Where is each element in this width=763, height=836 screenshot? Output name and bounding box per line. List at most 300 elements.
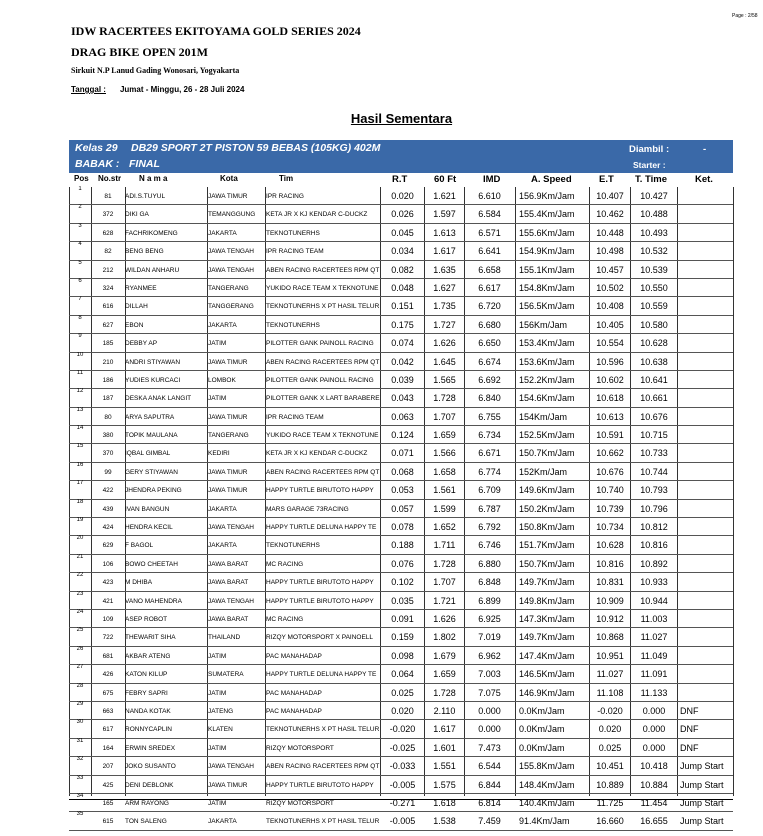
page-number: Page : 2/58 bbox=[732, 13, 758, 19]
cell-pos: 26 bbox=[76, 645, 84, 652]
cell-time: 10.550 bbox=[640, 282, 668, 293]
cell-tim: TEKNOTUNERHS X PT HASIL TELUR bbox=[266, 303, 380, 311]
table-row bbox=[69, 463, 733, 481]
cell-no: 185 bbox=[102, 340, 114, 348]
cell-kota: KLATEN bbox=[208, 726, 233, 734]
cell-imd: 6.571 bbox=[478, 227, 501, 238]
cell-no: 421 bbox=[102, 597, 114, 605]
cell-pos: 33 bbox=[76, 774, 84, 781]
cell-imd: 6.584 bbox=[478, 209, 501, 220]
cell-imd: 7.003 bbox=[478, 669, 501, 680]
table-row bbox=[69, 536, 733, 554]
cell-ft: 1.617 bbox=[433, 246, 456, 257]
cell-time: 10.427 bbox=[640, 191, 668, 201]
col-speed: A. Speed bbox=[531, 174, 572, 185]
cell-tim: PAC MANAHADAP bbox=[266, 652, 322, 660]
cell-et: 10.613 bbox=[596, 411, 624, 422]
cell-time: 11.003 bbox=[640, 613, 668, 624]
cell-ft: 1.735 bbox=[433, 301, 456, 312]
results-table bbox=[69, 187, 733, 831]
cell-speed: 147.3Km/Jam bbox=[519, 613, 575, 624]
cell-ft: 1.626 bbox=[433, 338, 456, 349]
cell-pos: 35 bbox=[76, 811, 84, 818]
cell-tim: HAPPY TURTLE BIRUTOTO HAPPY bbox=[266, 579, 374, 587]
cell-rt: 0.020 bbox=[391, 191, 414, 201]
cell-nama: IQBAL GIMBAL bbox=[125, 450, 171, 458]
cell-et: 10.448 bbox=[596, 227, 624, 238]
cell-et: 10.740 bbox=[596, 485, 624, 496]
cell-rt: 0.071 bbox=[391, 448, 414, 459]
cell-nama: M DHIBA bbox=[125, 579, 153, 587]
table-row bbox=[69, 500, 733, 518]
cell-nama: ASEP ROBOT bbox=[125, 615, 168, 623]
table-bottom-rule bbox=[69, 799, 733, 800]
cell-ft: 1.617 bbox=[433, 724, 456, 735]
cell-et: 10.816 bbox=[596, 558, 624, 569]
cell-kota: JAWA TIMUR bbox=[208, 193, 248, 200]
table-row bbox=[69, 610, 733, 628]
cell-speed: 156.9Km/Jam bbox=[519, 191, 575, 201]
cell-ket: DNF bbox=[680, 742, 699, 753]
cell-nama: JOKO SUSANTO bbox=[125, 763, 176, 771]
cell-no: 439 bbox=[102, 505, 114, 513]
cell-no: 628 bbox=[102, 229, 114, 237]
cell-no: 164 bbox=[102, 744, 114, 752]
cell-ft: 1.802 bbox=[433, 632, 456, 643]
cell-ft: 1.551 bbox=[433, 761, 456, 772]
cell-nama: FACHRIKOMENG bbox=[125, 229, 178, 237]
cell-tim: HAPPY TURTLE BIRUTOTO HAPPY bbox=[266, 487, 374, 495]
cell-pos: 11 bbox=[76, 369, 84, 376]
table-row bbox=[69, 812, 733, 830]
cell-speed: 155.8Km/Jam bbox=[519, 761, 575, 772]
col-ket: Ket. bbox=[695, 174, 713, 185]
cell-time: 11.133 bbox=[640, 687, 668, 698]
table-row bbox=[69, 205, 733, 223]
cell-pos: 4 bbox=[78, 241, 82, 248]
starter-label: Starter : bbox=[633, 160, 666, 170]
cell-speed: 155.6Km/Jam bbox=[519, 227, 575, 238]
cell-no: 617 bbox=[102, 726, 114, 734]
cell-no: 675 bbox=[102, 689, 114, 697]
cell-time: 10.638 bbox=[640, 356, 668, 367]
cell-et: 11.108 bbox=[596, 687, 624, 698]
cell-speed: 0.0Km/Jam bbox=[519, 742, 565, 753]
table-row bbox=[69, 518, 733, 536]
cell-et: -0.020 bbox=[597, 705, 623, 716]
cell-ft: 1.707 bbox=[433, 577, 456, 588]
cell-time: 10.580 bbox=[640, 319, 668, 330]
cell-tim: ABEN RACING RACERTEES RPM QT bbox=[266, 358, 380, 366]
cell-ket: Jump Start bbox=[680, 797, 724, 808]
cell-no: 212 bbox=[102, 266, 114, 274]
cell-pos: 13 bbox=[76, 406, 84, 413]
table-row bbox=[69, 702, 733, 720]
cell-speed: 148.4Km/Jam bbox=[519, 779, 575, 790]
cell-tim: MC RACING bbox=[266, 560, 304, 568]
cell-pos: 7 bbox=[78, 296, 82, 303]
col-nama: N a m a bbox=[139, 174, 168, 183]
cell-rt: -0.271 bbox=[389, 797, 416, 808]
cell-rt: 0.048 bbox=[391, 282, 414, 293]
cell-no: 80 bbox=[104, 413, 112, 421]
cell-time: 10.488 bbox=[640, 209, 668, 220]
cell-tim: IPR RACING TEAM bbox=[266, 248, 324, 256]
cell-imd: 6.658 bbox=[478, 264, 501, 275]
cell-kota: JAKARTA bbox=[208, 505, 237, 513]
cell-et: 10.596 bbox=[596, 356, 624, 367]
cell-speed: 155.4Km/Jam bbox=[519, 209, 575, 220]
cell-rt: 0.064 bbox=[391, 669, 414, 680]
cell-time: 11.454 bbox=[640, 797, 668, 808]
cell-speed: 153.6Km/Jam bbox=[519, 356, 575, 367]
cell-time: 10.628 bbox=[640, 338, 668, 349]
cell-nama: ARM RAYONG bbox=[125, 799, 169, 807]
cell-no: 681 bbox=[102, 652, 114, 660]
cell-rt: 0.074 bbox=[391, 338, 414, 349]
cell-speed: 150.7Km/Jam bbox=[519, 448, 575, 459]
cell-rt: 0.091 bbox=[391, 613, 414, 624]
cell-rt: -0.025 bbox=[389, 742, 416, 753]
cell-time: 10.676 bbox=[640, 411, 668, 422]
cell-nama: HENDRA KECIL bbox=[125, 524, 173, 532]
cell-kota: JAWA TIMUR bbox=[208, 468, 248, 476]
cell-tim: YUKIDO RACE TEAM X TEKNOTUNE bbox=[266, 284, 379, 292]
cell-et: 10.676 bbox=[596, 466, 624, 477]
cell-pos: 1 bbox=[78, 186, 82, 192]
col-no: No.str bbox=[98, 174, 122, 183]
cell-imd: 6.680 bbox=[478, 319, 501, 330]
cell-nama: IVAN BANGUN bbox=[125, 505, 170, 513]
cell-imd: 0.000 bbox=[478, 705, 501, 716]
cell-tim: MC RACING bbox=[266, 615, 304, 623]
cell-time: 0.000 bbox=[642, 742, 666, 753]
cell-kota: JATIM bbox=[208, 652, 227, 660]
cell-speed: 155.1Km/Jam bbox=[519, 264, 575, 275]
venue: Sirkuit N.P Lanud Gading Wonosari, Yogyakarta bbox=[71, 66, 240, 75]
cell-no: 207 bbox=[102, 763, 114, 771]
cell-imd: 6.899 bbox=[478, 595, 501, 606]
cell-et: 10.407 bbox=[596, 191, 624, 201]
table-row bbox=[69, 720, 733, 738]
cell-speed: 146.5Km/Jam bbox=[519, 669, 575, 680]
cell-nama: GERY STIYAWAN bbox=[125, 468, 178, 476]
cell-tim: ABEN RACING RACERTEES RPM QT bbox=[266, 763, 380, 771]
cell-time: 11.049 bbox=[640, 650, 668, 661]
cell-tim: ABEN RACING RACERTEES RPM QT bbox=[266, 266, 380, 274]
cell-rt: 0.039 bbox=[391, 374, 414, 385]
cell-no: 109 bbox=[102, 615, 114, 623]
cell-kota: JAWA TENGAH bbox=[208, 248, 254, 256]
cell-no: 380 bbox=[102, 432, 114, 440]
cell-ft: 1.727 bbox=[433, 319, 456, 330]
cell-no: 324 bbox=[102, 284, 114, 292]
cell-ft: 1.652 bbox=[433, 522, 456, 533]
cell-kota: JAWA TIMUR bbox=[208, 413, 248, 421]
cell-tim: TEKNOTUNERHS X PT HASIL TELUR bbox=[266, 818, 380, 826]
cell-no: 210 bbox=[102, 358, 114, 366]
table-row bbox=[69, 242, 733, 260]
cell-et: 10.554 bbox=[596, 338, 624, 349]
cell-pos: 2 bbox=[78, 204, 82, 211]
cell-imd: 6.641 bbox=[478, 246, 501, 257]
cell-imd: 7.459 bbox=[478, 816, 501, 827]
cell-kota: TANGERANG bbox=[208, 432, 249, 440]
cell-ft: 1.645 bbox=[433, 356, 456, 367]
table-row bbox=[69, 665, 733, 683]
cell-nama: ERWIN SREDEX bbox=[125, 744, 176, 752]
cell-imd: 6.792 bbox=[478, 522, 501, 533]
cell-time: 16.655 bbox=[640, 816, 668, 827]
cell-nama: THEWARIT SIHA bbox=[125, 634, 176, 642]
diambil-value: - bbox=[703, 144, 707, 155]
cell-rt: -0.020 bbox=[389, 724, 416, 735]
cell-pos: 10 bbox=[76, 351, 84, 358]
cell-nama: DEBBY AP bbox=[125, 340, 158, 348]
cell-et: 10.831 bbox=[596, 577, 624, 588]
cell-speed: 154.8Km/Jam bbox=[519, 282, 575, 293]
cell-et: 11.027 bbox=[596, 669, 624, 680]
cell-pos: 28 bbox=[76, 682, 84, 689]
table-row bbox=[69, 647, 733, 665]
cell-ft: 1.658 bbox=[433, 466, 456, 477]
cell-imd: 6.848 bbox=[478, 577, 501, 588]
cell-nama: YUDIES KURCACI bbox=[125, 376, 181, 384]
cell-kota: JAWA TIMUR bbox=[208, 487, 248, 495]
col-pos: Pos bbox=[74, 174, 89, 183]
cell-nama: ARYA SAPUTRA bbox=[125, 413, 175, 421]
cell-ft: 1.635 bbox=[433, 264, 456, 275]
cell-speed: 91.4Km/Jam bbox=[519, 816, 570, 827]
cell-kota: JAWA TIMUR bbox=[208, 781, 248, 789]
kelas-label: Kelas 29 bbox=[75, 142, 118, 154]
cell-time: 10.816 bbox=[640, 540, 668, 551]
col-kota: Kota bbox=[220, 174, 238, 183]
cell-kota: JAWA TENGAH bbox=[208, 266, 254, 274]
cell-kota: TEMANGGUNG bbox=[208, 211, 256, 219]
cell-nama: VANO MAHENDRA bbox=[125, 597, 182, 605]
cell-pos: 29 bbox=[76, 700, 84, 707]
cell-nama: ADI.S.TUYUL bbox=[125, 193, 166, 200]
cell-tim: RIZQY MOTORSPORT bbox=[266, 799, 334, 807]
cell-no: 615 bbox=[102, 818, 114, 826]
cell-kota: JAWA TENGAH bbox=[208, 763, 254, 771]
cell-rt: 0.034 bbox=[391, 246, 414, 257]
cell-time: 11.027 bbox=[640, 632, 668, 643]
cell-tim: HAPPY TURTLE DELUNA HAPPY TE bbox=[266, 671, 377, 679]
cell-pos: 32 bbox=[76, 756, 84, 763]
cell-ft: 1.575 bbox=[433, 779, 456, 790]
cell-time: 10.559 bbox=[640, 301, 668, 312]
cell-tim: TEKNOTUNERHS bbox=[266, 229, 320, 237]
cell-time: 10.933 bbox=[640, 577, 668, 588]
cell-imd: 6.844 bbox=[478, 779, 501, 790]
cell-time: 10.418 bbox=[640, 761, 668, 772]
cell-et: 10.889 bbox=[596, 779, 624, 790]
cell-imd: 6.720 bbox=[478, 301, 501, 312]
cell-kota: JATIM bbox=[208, 395, 227, 403]
cell-tim: IPR RACING TEAM bbox=[266, 413, 324, 421]
cell-et: 10.909 bbox=[596, 595, 624, 606]
table-row bbox=[69, 224, 733, 242]
cell-speed: 0.0Km/Jam bbox=[519, 705, 565, 716]
cell-kota: JATENG bbox=[208, 707, 234, 715]
cell-speed: 153.4Km/Jam bbox=[519, 338, 575, 349]
cell-no: 81 bbox=[104, 193, 112, 200]
cell-tim: HAPPY TURTLE BIRUTOTO HAPPY bbox=[266, 597, 374, 605]
cell-tim: IPR RACING bbox=[266, 193, 304, 200]
cell-tim: HAPPY TURTLE BIRUTOTO HAPPY bbox=[266, 781, 374, 789]
cell-kota: JAWA TENGAH bbox=[208, 524, 254, 532]
cell-no: 186 bbox=[102, 376, 114, 384]
cell-time: 10.641 bbox=[640, 374, 668, 385]
table-row bbox=[69, 371, 733, 389]
cell-rt: 0.068 bbox=[391, 466, 414, 477]
cell-no: 372 bbox=[102, 211, 114, 219]
cell-nama: TON SALENG bbox=[125, 818, 167, 826]
cell-nama: WILDAN ANHARU bbox=[125, 266, 180, 274]
cell-tim: PAC MANAHADAP bbox=[266, 707, 322, 715]
cell-no: 424 bbox=[102, 524, 114, 532]
cell-ft: 1.659 bbox=[433, 430, 456, 441]
cell-time: 10.715 bbox=[640, 430, 668, 441]
cell-tim: KETA JR X KJ KENDAR C-DUCKZ bbox=[266, 211, 368, 219]
cell-nama: DESKA ANAK LANGIT bbox=[125, 395, 192, 403]
cell-et: 10.405 bbox=[596, 319, 624, 330]
cell-et: 10.462 bbox=[596, 209, 624, 220]
cell-kota: THAILAND bbox=[208, 634, 241, 642]
col-et: E.T bbox=[599, 174, 614, 185]
cell-et: 10.734 bbox=[596, 522, 624, 533]
cell-imd: 6.787 bbox=[478, 503, 501, 514]
table-row bbox=[69, 353, 733, 371]
diambil-label: Diambil : bbox=[629, 144, 670, 155]
cell-rt: -0.005 bbox=[389, 816, 416, 827]
cell-et: 10.451 bbox=[596, 761, 624, 772]
cell-imd: 6.840 bbox=[478, 393, 501, 404]
col-tim: Tim bbox=[279, 174, 294, 183]
cell-kota: JAWA TIMUR bbox=[208, 358, 248, 366]
cell-ft: 1.728 bbox=[433, 687, 456, 698]
table-row bbox=[69, 481, 733, 499]
cell-et: 10.457 bbox=[596, 264, 624, 275]
cell-ket: Jump Start bbox=[680, 816, 724, 827]
cell-kota: JATIM bbox=[208, 799, 227, 807]
cell-speed: 149.7Km/Jam bbox=[519, 632, 575, 643]
cell-rt: 0.025 bbox=[391, 687, 414, 698]
cell-ft: 1.627 bbox=[433, 282, 456, 293]
cell-ft: 1.728 bbox=[433, 558, 456, 569]
cell-ket: Jump Start bbox=[680, 761, 724, 772]
cell-no: 629 bbox=[102, 542, 114, 550]
cell-tim: PAC MANAHADAP bbox=[266, 689, 322, 697]
cell-nama: KATON KILUP bbox=[125, 671, 168, 679]
cell-pos: 12 bbox=[76, 388, 84, 395]
cell-pos: 15 bbox=[76, 443, 84, 450]
cell-time: 10.793 bbox=[640, 485, 668, 496]
cell-no: 187 bbox=[102, 395, 114, 403]
cell-ft: 1.728 bbox=[433, 393, 456, 404]
cell-time: 10.744 bbox=[640, 466, 668, 477]
cell-nama: TOPIK MAULANA bbox=[125, 432, 178, 440]
cell-rt: 0.159 bbox=[391, 632, 414, 643]
cell-et: 10.628 bbox=[596, 540, 624, 551]
cell-kota: JAKARTA bbox=[208, 321, 237, 329]
cell-ft: 1.707 bbox=[433, 411, 456, 422]
cell-tim: TEKNOTUNERHS bbox=[266, 542, 320, 550]
cell-speed: 150.2Km/Jam bbox=[519, 503, 575, 514]
table-row bbox=[69, 776, 733, 794]
cell-imd: 7.075 bbox=[478, 687, 501, 698]
cell-et: 0.020 bbox=[598, 724, 622, 735]
cell-kota: JATIM bbox=[208, 744, 227, 752]
table-row bbox=[69, 408, 733, 426]
class-band bbox=[69, 140, 733, 173]
cell-no: 426 bbox=[102, 671, 114, 679]
cell-speed: 154.9Km/Jam bbox=[519, 246, 575, 257]
col-60ft: 60 Ft bbox=[434, 174, 457, 185]
cell-pos: 22 bbox=[76, 572, 84, 579]
cell-tim: RIZQY MOTORSPORT bbox=[266, 744, 334, 752]
cell-pos: 21 bbox=[76, 553, 84, 560]
table-row bbox=[69, 316, 733, 334]
cell-tim: RIZQY MOTORSPORT X PAINOELL bbox=[266, 634, 374, 642]
cell-rt: 0.098 bbox=[391, 650, 414, 661]
cell-rt: 0.076 bbox=[391, 558, 414, 569]
cell-time: 10.796 bbox=[640, 503, 668, 514]
cell-pos: 8 bbox=[78, 314, 82, 321]
cell-pos: 19 bbox=[76, 517, 84, 524]
cell-kota: JAWA BARAT bbox=[208, 560, 249, 568]
cell-rt: 0.188 bbox=[391, 540, 414, 551]
cell-tim: KETA JR X KJ KENDAR C-DUCKZ bbox=[266, 450, 368, 458]
cell-ft: 1.601 bbox=[433, 742, 456, 753]
event-subtitle: DRAG BIKE OPEN 201M bbox=[71, 45, 209, 59]
cell-rt: 0.057 bbox=[391, 503, 414, 514]
cell-nama: NANDA KOTAK bbox=[125, 707, 171, 715]
cell-speed: 152Km/Jam bbox=[519, 466, 568, 477]
cell-imd: 6.617 bbox=[478, 282, 501, 293]
cell-kota: JATIM bbox=[208, 689, 227, 697]
cell-nama: EBON bbox=[125, 321, 144, 329]
cell-et: 10.739 bbox=[596, 503, 624, 514]
cell-time: 10.884 bbox=[640, 779, 668, 790]
cell-no: 423 bbox=[102, 579, 114, 587]
cell-no: 165 bbox=[102, 799, 114, 807]
cell-nama: DILLAH bbox=[125, 303, 148, 311]
cell-pos: 9 bbox=[78, 333, 82, 340]
cell-no: 99 bbox=[104, 468, 112, 476]
cell-nama: JHENDRA PEKING bbox=[125, 487, 182, 495]
page-title: Hasil Sementara bbox=[350, 111, 453, 126]
cell-imd: 6.774 bbox=[478, 466, 501, 477]
cell-no: 722 bbox=[102, 634, 114, 642]
kelas-value: DB29 SPORT 2T PISTON 59 BEBAS (105KG) 402M bbox=[131, 142, 381, 154]
cell-ft: 1.613 bbox=[433, 227, 456, 238]
cell-et: 10.868 bbox=[596, 632, 624, 643]
cell-pos: 23 bbox=[76, 590, 84, 597]
cell-imd: 7.019 bbox=[478, 632, 501, 643]
cell-pos: 17 bbox=[76, 480, 84, 487]
cell-ft: 1.538 bbox=[433, 816, 456, 827]
cell-rt: 0.042 bbox=[391, 356, 414, 367]
table-row bbox=[69, 573, 733, 591]
cell-et: 11.725 bbox=[596, 797, 624, 808]
table-row bbox=[69, 279, 733, 297]
cell-pos: 34 bbox=[76, 792, 84, 799]
table-row bbox=[69, 261, 733, 279]
cell-speed: 154Km/Jam bbox=[519, 411, 568, 422]
